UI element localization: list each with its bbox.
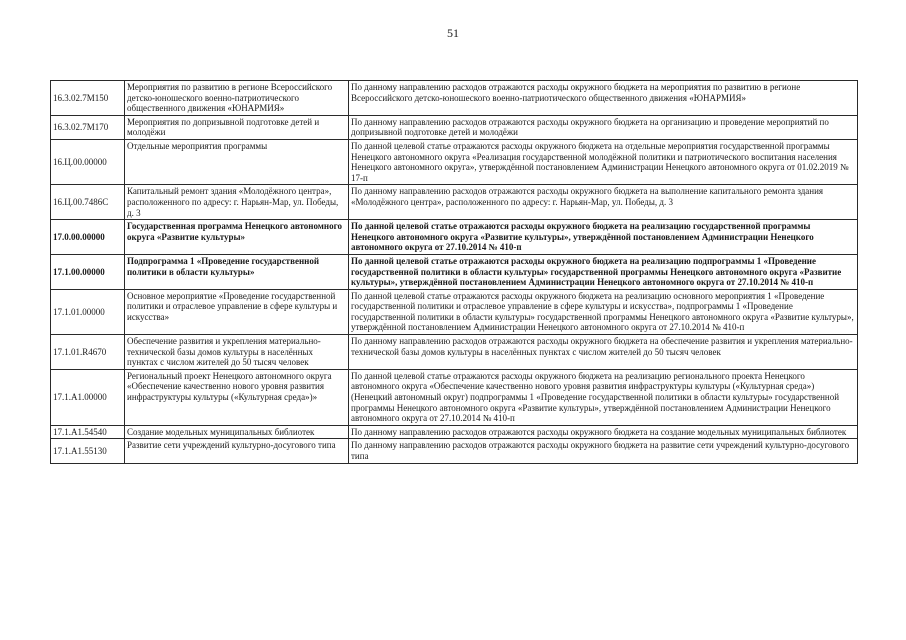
table-row <box>51 115 858 139</box>
page-number: 51 <box>447 26 459 40</box>
code-cell: 17.1.01.00000 <box>51 289 125 334</box>
table-row <box>51 439 858 463</box>
code-cell: 17.1.01.R4670 <box>51 335 125 370</box>
table-row <box>51 81 858 116</box>
name-cell: Отдельные мероприятия программы <box>125 139 349 184</box>
name-cell: Основное мероприятие «Проведение государственной политики и отраслевое управление в сфере культуры и искусства» <box>125 289 349 334</box>
description-cell: По данному направлению расходов отражаются расходы окружного бюджета на организацию и проведение мероприятий по допризывной подготовке детей и молодёжи <box>349 115 858 139</box>
description-cell: По данной целевой статье отражаются расходы окружного бюджета на реализацию подпрограммы 1 «Проведение государственной политики в области культуры» государственной программы Ненецкого автономного округа «Развитие культуры», утверждённой постановлением Администрации Ненецкого автономного округа от 27.10.2014 № 410-п <box>349 254 858 289</box>
table-row <box>51 425 858 439</box>
name-cell: Создание модельных муниципальных библиотек <box>125 425 349 439</box>
budget-classification-table <box>50 80 858 464</box>
name-cell: Мероприятия по допризывной подготовке детей и молодёжи <box>125 115 349 139</box>
table-row <box>51 185 858 220</box>
code-cell: 16.Ц.00.7486С <box>51 185 125 220</box>
code-cell: 16.3.02.7M150 <box>51 81 125 116</box>
table-row <box>51 139 858 184</box>
table-row <box>51 369 858 425</box>
code-cell: 17.1.00.00000 <box>51 254 125 289</box>
table-row <box>51 220 858 255</box>
name-cell: Капитальный ремонт здания «Молодёжного центра», расположенного по адресу: г. Нарьян-Мар, ул. Победы, д. 3 <box>125 185 349 220</box>
table-row <box>51 254 858 289</box>
name-cell: Мероприятия по развитию в регионе Всероссийского детско-юношеского военно-патриотического общественного движения «ЮНАРМИЯ» <box>125 81 349 116</box>
code-cell: 16.Ц.00.00000 <box>51 139 125 184</box>
name-cell: Государственная программа Ненецкого автономного округа «Развитие культуры» <box>125 220 349 255</box>
table-row <box>51 289 858 334</box>
description-cell: По данной целевой статье отражаются расходы окружного бюджета на реализацию государственной программы Ненецкого автономного округа «Развитие культуры», утверждённой постановлением Администрации Ненецкого автономного округа от 27.10.2014 № 410-п <box>349 220 858 255</box>
description-cell: По данному направлению расходов отражаются расходы окружного бюджета на мероприятия по развитию в регионе Всероссийского детско-юношеского военно-патриотического общественного движения «ЮНАРМИЯ» <box>349 81 858 116</box>
code-cell: 17.0.00.00000 <box>51 220 125 255</box>
table-body <box>51 81 858 464</box>
name-cell: Обеспечение развития и укрепления материально-технической базы домов культуры в населённых пунктах с числом жителей до 50 тысяч человек <box>125 335 349 370</box>
code-cell: 16.3.02.7M170 <box>51 115 125 139</box>
name-cell: Развитие сети учреждений культурно-досугового типа <box>125 439 349 463</box>
description-cell: По данной целевой статье отражаются расходы окружного бюджета на реализацию регионального проекта Ненецкого автономного округа «Обеспечение качественно нового уровня развития инфраструктуры культуры («Культурная среда») (Ненецкий автономный округ) подпрограммы 1 «Проведение государственной политики в области культуры» государственной программы Ненецкого автономного округа «Развитие культуры», утверждённой постановлением Администрации Ненецкого автономного округа от 27.10.2014 № 410-п <box>349 369 858 425</box>
table-row <box>51 335 858 370</box>
description-cell: По данному направлению расходов отражаются расходы окружного бюджета на выполнение капитального ремонта здания «Молодёжного центра», расположенного по адресу: г. Нарьян-Мар, ул. Победы, д. 3 <box>349 185 858 220</box>
code-cell: 17.1.A1.55130 <box>51 439 125 463</box>
name-cell: Региональный проект Ненецкого автономного округа «Обеспечение качественно нового уровня развития инфраструктуры культуры («Культурная среда»)» <box>125 369 349 425</box>
description-cell: По данному направлению расходов отражаются расходы окружного бюджета на развитие сети учреждений культурно-досугового типа <box>349 439 858 463</box>
description-cell: По данному направлению расходов отражаются расходы окружного бюджета на обеспечение развития и укрепления материально-технической базы домов культуры в населённых пунктах с числом жителей до 50 тысяч человек <box>349 335 858 370</box>
description-cell: По данной целевой статье отражаются расходы окружного бюджета на отдельные мероприятия государственной программы Ненецкого автономного округа «Реализация государственной молодёжной политики и патриотического воспитания населения Ненецкого автономного округа», утверждённой постановлением Администрации Ненецкого автономного округа от 01.02.2019 № 17-п <box>349 139 858 184</box>
code-cell: 17.1.A1.54540 <box>51 425 125 439</box>
code-cell: 17.1.A1.00000 <box>51 369 125 425</box>
description-cell: По данной целевой статье отражаются расходы окружного бюджета на реализацию основного мероприятия 1 «Проведение государственной политики и отраслевое управление в сфере культуры и искусства», подпрограммы 1 «Проведение государственной политики в области культуры» государственной программы Ненецкого автономного округа «Развитие культуры», утверждённой постановлением Администрации Ненецкого автономного округа от 27.10.2014 № 410-п <box>349 289 858 334</box>
description-cell: По данному направлению расходов отражаются расходы окружного бюджета на создание модельных муниципальных библиотек <box>349 425 858 439</box>
name-cell: Подпрограмма 1 «Проведение государственной политики в области культуры» <box>125 254 349 289</box>
